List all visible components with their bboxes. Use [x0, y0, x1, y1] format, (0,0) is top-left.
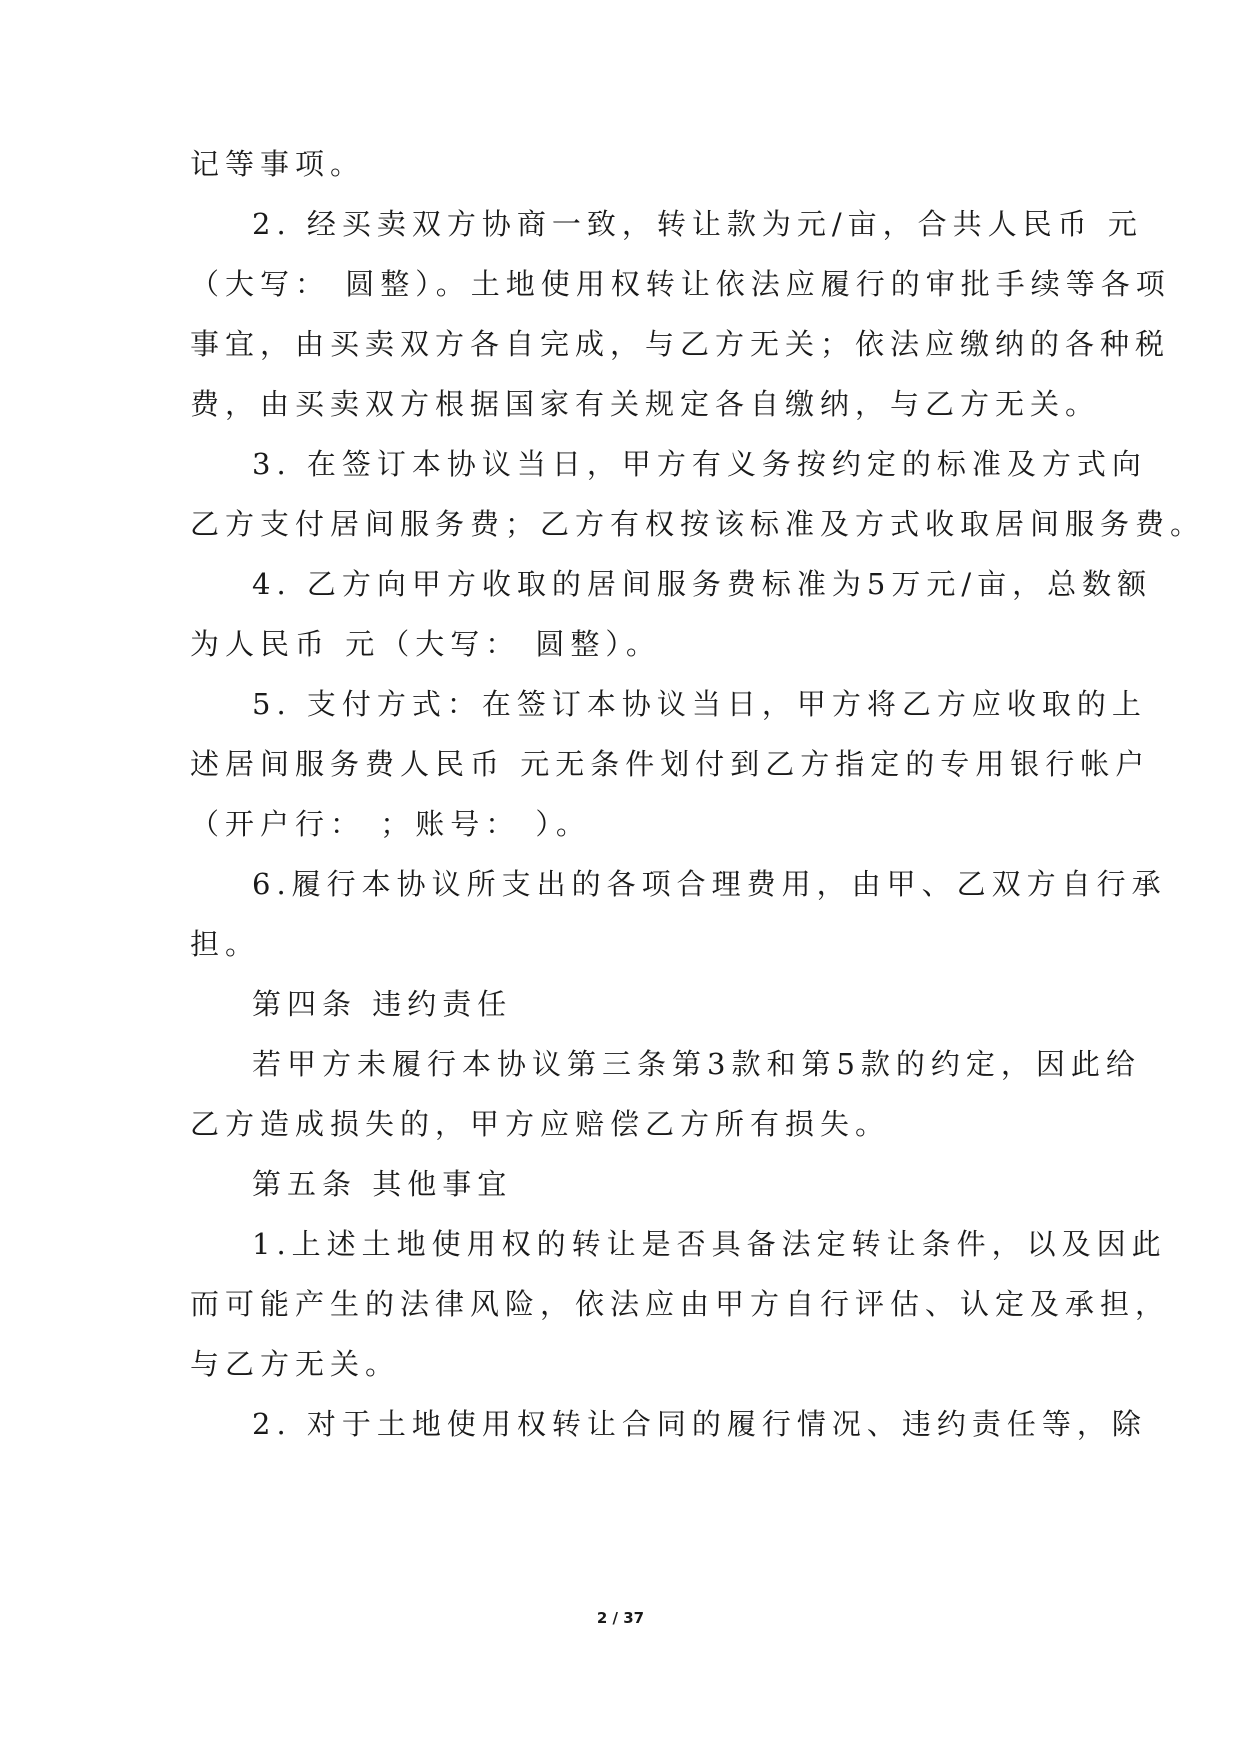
text-line: 6.履行本协议所支出的各项合理费用，由甲、乙双方自行承 — [252, 867, 1167, 901]
text-line: 若甲方未履行本协议第三条第3款和第5款的约定，因此给 — [252, 1047, 1141, 1081]
text-line: 1.上述土地使用权的转让是否具备法定转让条件，以及因此 — [252, 1227, 1167, 1261]
page-number: 2 / 37 — [596, 1609, 645, 1627]
text-line: 为人民币 元（大写： 圆整）。 — [190, 627, 661, 661]
text-line: 2. 经买卖双方协商一致，转让款为元/亩，合共人民币 元 — [252, 207, 1143, 241]
section-heading: 第五条 其他事宜 — [252, 1167, 513, 1201]
text-line: 事宜，由买卖双方各自完成，与乙方无关；依法应缴纳的各种税 — [190, 327, 1171, 361]
text-line: 费，由买卖双方根据国家有关规定各自缴纳，与乙方无关。 — [190, 387, 1101, 421]
text-line: 3. 在签订本协议当日，甲方有义务按约定的标准及方式向 — [252, 447, 1147, 481]
text-line: 乙方支付居间服务费；乙方有权按该标准及方式收取居间服务费。 — [190, 507, 1206, 541]
text-line: （大写： 圆整）。土地使用权转让依法应履行的审批手续等各项 — [190, 267, 1171, 301]
section-heading: 第四条 违约责任 — [252, 987, 513, 1021]
text-line: 与乙方无关。 — [190, 1347, 401, 1381]
text-line: 记等事项。 — [190, 147, 366, 181]
text-line: 4. 乙方向甲方收取的居间服务费标准为5万元/亩，总数额 — [252, 567, 1153, 601]
text-line: 述居间服务费人民币 元无条件划付到乙方指定的专用银行帐户 — [190, 747, 1151, 781]
text-line: 5. 支付方式：在签订本协议当日，甲方将乙方应收取的上 — [252, 687, 1147, 721]
text-line: （开户行： ；账号： ）。 — [190, 807, 591, 841]
text-line: 2. 对于土地使用权转让合同的履行情况、违约责任等，除 — [252, 1407, 1147, 1441]
text-line: 而可能产生的法律风险，依法应由甲方自行评估、认定及承担， — [190, 1287, 1171, 1321]
text-line: 乙方造成损失的，甲方应赔偿乙方所有损失。 — [190, 1107, 891, 1141]
text-line: 担。 — [190, 927, 261, 961]
